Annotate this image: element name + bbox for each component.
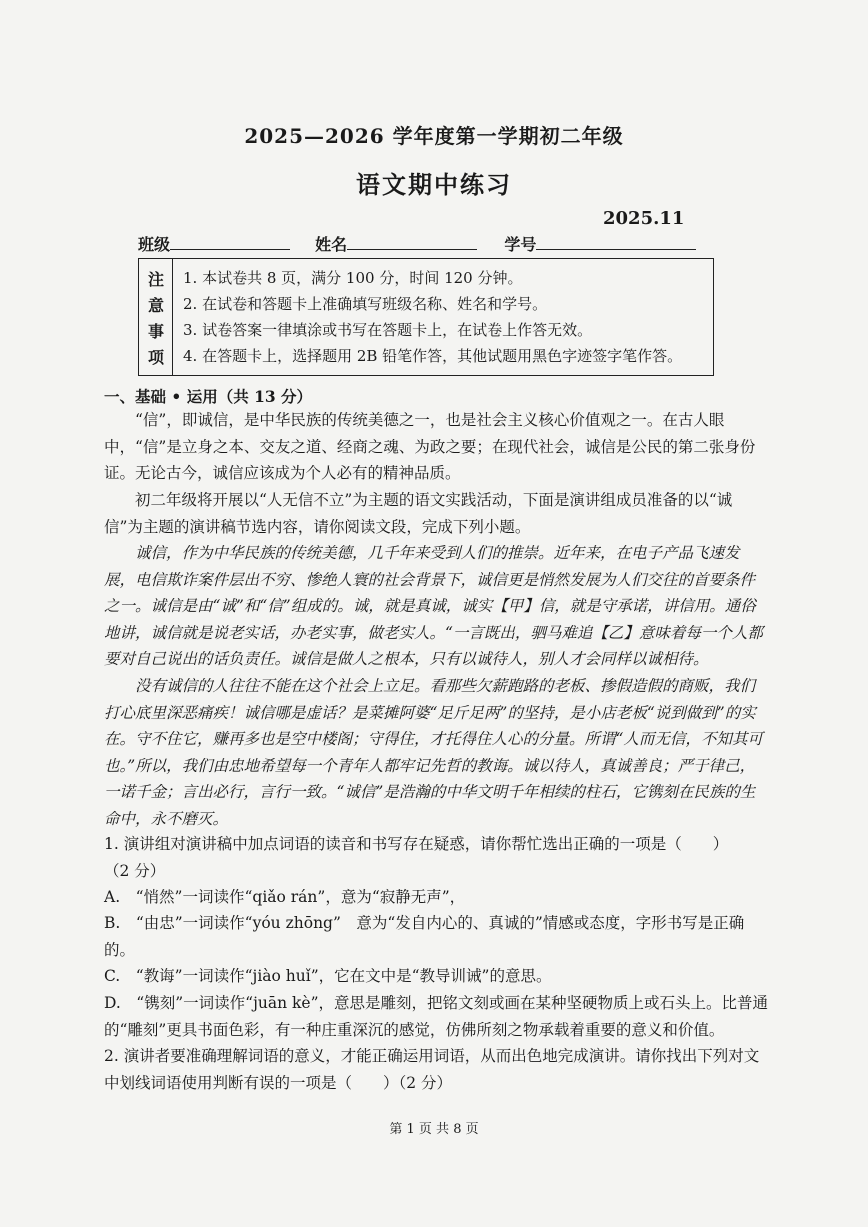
notice-side-char: 事 [148,322,165,341]
notice-item: 4. 在答题卡上，选择题用 2B 铅笔作答，其他试题用黑色字迹签字笔作答。 [183,347,683,365]
question-2-stem: 2. 演讲者要准确理解词语的意义，才能正确运用词语，从而出色地完成演讲。请你找出下列对文中划线词语使用判断有误的一项是（ ）（2 分） [104,1047,760,1092]
intro-paragraph-2: 初二年级将开展以“人无信不立”为主题的语文实践活动，下面是演讲组成员准备的以“诚信”为主题的演讲稿节选内容，请你阅读文段，完成下列小题。 [104,491,733,536]
notice-item: 1. 本试卷共 8 页，满分 100 分，时间 120 分钟。 [183,269,523,287]
class-label: 班级 [138,235,171,254]
name-blank[interactable] [347,233,477,250]
page-footer: 第 1 页 共 8 页 [389,1122,479,1137]
number-blank[interactable] [536,233,696,250]
speech-paragraph-2: 没有诚信的人往往不能在这个社会上立足。看那些欠薪跑路的老板、掺假造假的商贩，我们打心底里深恶痛疾！诚信哪是虚话？是菜摊阿婆“足斤足两”的坚持，是小店老板“说到做到”的实在。守不住它，赚再多也是空中楼阁；守得住，才托得住人心的分量。所谓“人而无信，不知其可也。”所以，我们由忠地希望每一个青年人都牢记先哲的教诲。诚以待人，真诚善良；严于律己，一诺千金；言出必行，言行一致。“诚信”是浩瀚的中华文明千年相续的柱石，它镌刻在民族的生命中，永不磨灭。 [104,677,763,828]
intro-paragraph-1: “信”，即诚信，是中华民族的传统美德之一，也是社会主义核心价值观之一。在古人眼中，“信”是立身之本、交友之道、经商之魂、为政之要；在现代社会，诚信是公民的第二张身份证。无论古今，诚信应该成为个人必有的精神品质。 [104,411,756,482]
exam-title: 2025—2026 学年度第一学期初二年级 [244,124,624,148]
name-label: 姓名 [315,235,348,254]
speech-paragraph-1: 诚信，作为中华民族的传统美德，几千年来受到人们的推崇。近年来，在电子产品飞速发展，电信欺诈案件层出不穷、惨绝人寰的社会背景下，诚信更是悄然发展为人们交往的首要条件之一。诚信是由“诚”和“信”组成的。诚，就是真诚，诚实【甲】信，就是守承诺，讲信用。通俗地讲，诚信就是说老实话，办老实事，做老实人。“一言既出，驷马难追【乙】意味着每一个人都要对自己说出的话负责任。诚信是做人之根本，只有以诚待人，别人才会同样以诚相待。 [104,544,763,668]
option-b[interactable]: B. “由忠”一词读作“yóu zhōng” 意为“发自内心的、真诚的”情感或态度，字形书写是正确的。 [104,914,745,959]
section-heading: 一、基础 • 运用（共 13 分） [104,387,313,406]
option-d[interactable]: D. “镌刻”一词读作“juān kè”，意思是雕刻，把铭文刻或画在某种坚硬物质上或石头上。比普通的“雕刻”更具书面色彩，有一种庄重深沉的感觉，仿佛所刻之物承载着重要的意义和价值。 [104,994,769,1039]
notice-side-label [139,259,173,375]
class-blank[interactable] [170,233,290,250]
student-info-line [138,232,696,255]
notice-item: 3. 试卷答案一律填涂或书写在答题卡上，在试卷上作答无效。 [183,321,593,339]
notice-side-char: 项 [148,348,165,367]
question-1-text: 1. 演讲组对演讲稿中加点词语的读音和书写存在疑惑，请你帮忙选出正确的一项是（ ） [104,835,729,853]
exam-date: 2025.11 [603,208,685,229]
notice-box [138,258,714,376]
option-c[interactable]: C. “教诲”一词读作“jiào huǐ”，它在文中是“教导训诫”的意思。 [104,967,552,985]
notice-side-char: 注 [148,270,165,289]
question-1-score: （2 分） [104,861,166,880]
question-1-stem [104,831,768,884]
notice-side-char: 意 [148,296,165,315]
exam-subtitle: 语文期中练习 [356,170,512,199]
notice-items [183,265,682,369]
number-label: 学号 [504,235,537,254]
notice-item: 2. 在试卷和答题卡上准确填写班级名称、姓名和学号。 [183,295,548,313]
option-a[interactable]: A. “悄然”一词读作“qiǎo rán”，意为“寂静无声”， [104,888,466,906]
